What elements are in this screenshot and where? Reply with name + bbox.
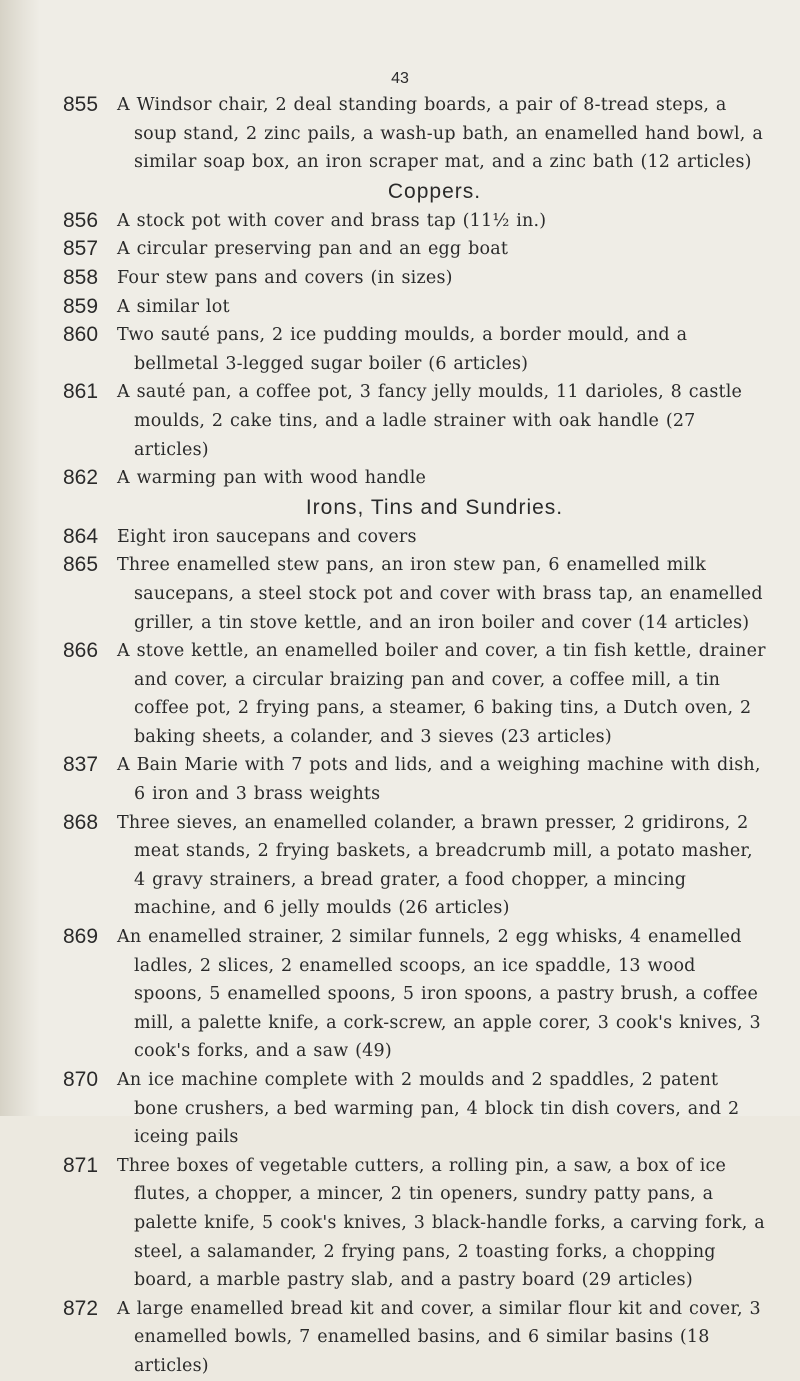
lot-description: A Windsor chair, 2 deal standing boards, a pair of 8-tread steps, a soup stand, 2 zinc pails, a wash-up bath, an enamelled hand bowl, a similar soap box, an iron scraper mat, and a zinc bath (12 articles) xyxy=(117,95,763,173)
catalogue-entry xyxy=(0,637,800,751)
page-number: 43 xyxy=(391,70,409,87)
lot-number: 871 xyxy=(63,1153,99,1177)
lot-description: An ice machine complete with 2 moulds and 2 spaddles, 2 patent bone crushers, a bed warming pan, 4 block tin dish covers, and 2 iceing pails xyxy=(117,1070,740,1148)
lot-number: 855 xyxy=(63,93,99,116)
lot-description: A sauté pan, a coffee pot, 3 fancy jelly moulds, 11 darioles, 8 castle moulds, 2 cake tins, and a ladle strainer with oak handle (27 articles) xyxy=(117,382,743,460)
lot-number: 868 xyxy=(63,810,99,834)
lot-description: A circular preserving pan and an egg boat xyxy=(117,239,509,260)
lot-description: A Bain Marie with 7 pots and lids, and a weighing machine with dish, 6 iron and 3 brass weights xyxy=(117,755,761,805)
catalogue-entry xyxy=(0,378,800,464)
catalogue-entry xyxy=(0,809,800,923)
catalogue-entry xyxy=(0,1295,800,1381)
section-heading: Irons, Tins and Sundries. xyxy=(305,495,564,519)
lot-description: Two sauté pans, 2 ice pudding moulds, a border mould, and a bellmetal 3-legged sugar boiler (6 articles) xyxy=(117,325,688,374)
lot-description: Four stew pans and covers (in sizes) xyxy=(117,267,453,288)
catalogue-entry xyxy=(0,321,800,378)
lot-number: 862 xyxy=(63,466,99,490)
catalogue-entry xyxy=(0,523,800,552)
lot-number: 859 xyxy=(63,294,99,318)
lot-description: A stock pot with cover and brass tap (11½ in.) xyxy=(117,210,547,231)
lot-number: 837 xyxy=(63,753,99,777)
lot-number: 857 xyxy=(63,237,99,261)
lot-description: A large enamelled bread kit and cover, a similar flour kit and cover, 3 enamelled bowls, 7 enamelled basins, and 6 similar basins (18 articles) xyxy=(117,1298,761,1376)
catalogue-entry xyxy=(0,207,800,236)
catalogue-entry xyxy=(0,551,800,637)
lot-description: Three boxes of vegetable cutters, a rolling pin, a saw, a box of ice flutes, a chopper, a mincer, 2 tin openers, sundry patty pans, a palette knife, 5 cook's knives, 3 black-handle forks, a carving fork, a steel, a salamander, 2 frying pans, 2 toasting forks, a chopping board, a marble pastry slab, and a pastry board (29 articles) xyxy=(117,1155,765,1291)
catalogue-entry xyxy=(0,1152,800,1295)
lot-number: 865 xyxy=(63,553,99,577)
lot-description: A warming pan with wood handle xyxy=(117,468,427,489)
lot-description: Eight iron saucepans and covers xyxy=(117,526,417,547)
catalogue-entries xyxy=(0,91,800,1381)
catalogue-entry xyxy=(0,751,800,808)
lot-number: 858 xyxy=(63,265,99,289)
catalogue-entry xyxy=(0,464,800,493)
lot-description: Three sieves, an enamelled colander, a brawn presser, 2 gridirons, 2 meat stands, 2 frying baskets, a breadcrumb mill, a potato masher, 4 gravy strainers, a bread grater, a food chopper, a mincing machine, and 6 jelly moulds (26 articles) xyxy=(117,812,753,919)
catalogue-entry xyxy=(0,293,800,322)
catalogue-entry xyxy=(0,91,800,177)
catalogue-entry xyxy=(0,923,800,1066)
lot-number: 860 xyxy=(63,323,99,347)
lot-number: 866 xyxy=(63,639,99,663)
section-heading: Coppers. xyxy=(387,179,482,203)
catalogue-entry xyxy=(0,1066,800,1152)
lot-number: 861 xyxy=(63,380,99,404)
lot-description: An enamelled strainer, 2 similar funnels, 2 egg whisks, 4 enamelled ladles, 2 slices, 2 enamelled scoops, an ice spaddle, 13 wood spoons, 5 enamelled spoons, 5 iron spoons, a pastry brush, a coffee mill, a palette knife, a cork-screw, an apple corer, 3 cook's knives, 3 cook's forks, and a saw (49) xyxy=(117,927,761,1062)
catalogue-entry xyxy=(0,264,800,293)
lot-number: 870 xyxy=(63,1068,99,1091)
lot-number: 872 xyxy=(63,1296,99,1320)
lot-description: A similar lot xyxy=(117,296,230,317)
lot-number: 864 xyxy=(63,524,99,548)
catalogue-entry xyxy=(0,235,800,264)
lot-number: 856 xyxy=(63,208,99,232)
lot-description: A stove kettle, an enamelled boiler and cover, a tin fish kettle, drainer and cover, a circular braizing pan and cover, a coffee mill, a tin coffee pot, 2 frying pans, a steamer, 6 baking tins, a Dutch oven, 2 baking sheets, a colander, and 3 sieves (23 articles) xyxy=(117,641,766,747)
lot-number: 869 xyxy=(63,925,99,949)
lot-description: Three enamelled stew pans, an iron stew pan, 6 enamelled milk saucepans, a steel stock pot and cover with brass tap, an enamelled griller, a tin stove kettle, and an iron boiler and cover (14 articles) xyxy=(117,555,763,633)
